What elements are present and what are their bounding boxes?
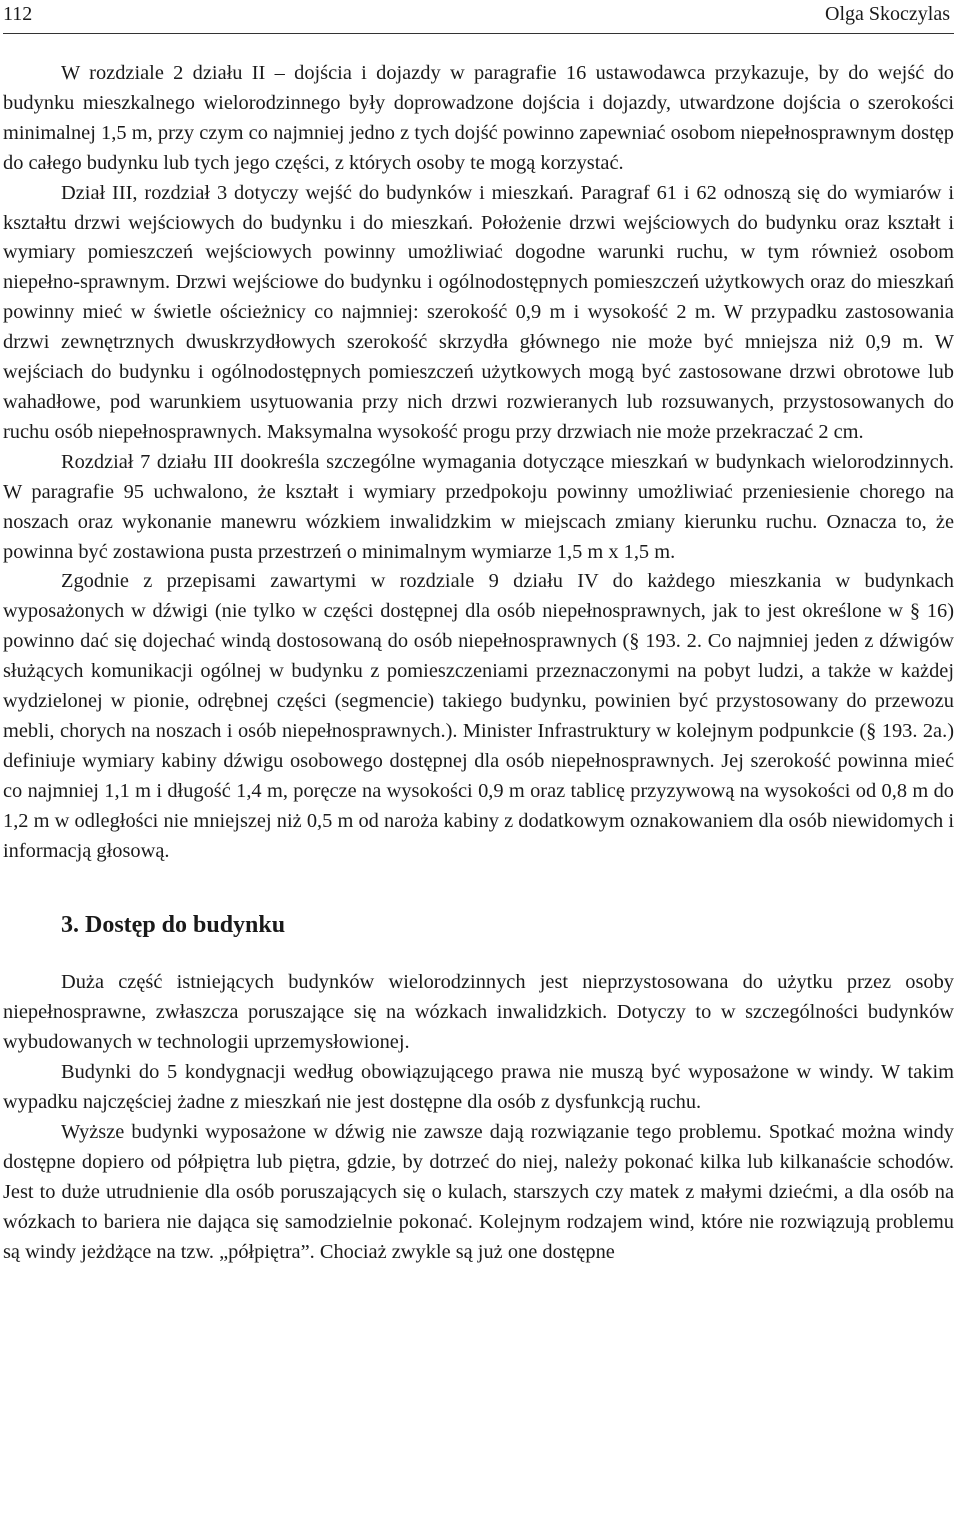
paragraph-higher-buildings: Wyższe budynki wyposażone w dźwig nie zawsze dają rozwiązanie tego problemu. Spotkać można windy dostępne dopiero od półpiętra lub piętra, gdzie, by dotrzeć do niej, należy pokonać kilka lub kilkanaście schodów. Jest to duże utrudnienie dla osób poruszających się o kulach, starszych czy matek z małymi dziećmi, a dla osób na wózkach to bariera nie dająca się samodzielnie pokonać. Kolejnym rodzajem wind, które nie rozwiązują problemu są windy jeżdżące na tzw. „półpiętra”. Chociaż zwykle są już one dostępne [3, 1121, 954, 1263]
paragraph-low-buildings: Budynki do 5 kondygnacji według obowiązującego prawa nie muszą być wyposażone w windy. W takim wypadku najczęściej żadne z mieszkań nie jest dostępne dla osób z dysfunkcją ruchu. [3, 1061, 954, 1114]
section-heading: 3. Dostęp do budynku [61, 912, 286, 939]
author-running-head: Olga Skoczylas [825, 3, 950, 25]
page-number: 112 [3, 3, 33, 25]
paragraph-elevators: Zgodnie z przepisami zawartymi w rozdziale 9 działu IV do każdego mieszkania w budynkach wyposażonych w dźwigi (nie tylko w części dostępnej dla osób niepełnosprawnych, jak to jest określone w § 16) powinno dać się dojechać windą dostosowaną do osób niepełnosprawnych (§ 193. 2. Co najmniej jeden z dźwigów służących komunikacji ogólnej w budynku z pomieszczeniami przeznaczonymi na pobyt ludzi, a także w każdej wydzielonej w pionie, odrębnej części (segmencie) takiego budynku, powinien być przystosowany do przewozu mebli, chorych na noszach i osób niepełnosprawnych.). Minister Infrastruktury w kolejnym podpunkcie (§ 193. 2a.) definiuje wymiary kabiny dźwigu osobowego dostępnej dla osób niepełnosprawnych. Jej szerokość powinna mieć co najmniej 1,1 m i długość 1,4 m, poręcze na wysokości 0,9 m oraz tablicę przyzywową na wysokości od 0,8 m do 1,2 m w odległości nie mniejszej niż 0,5 m od naroża kabiny z dodatkowym oznakowaniem dla osób niewidomych i informacją głosową. [3, 570, 954, 862]
paragraph-existing-buildings: Duża część istniejących budynków wielorodzinnych jest nieprzystosowana do użytku przez osoby niepełnosprawne, zwłaszcza poruszające się na wózkach inwalidzkich. Dotyczy to w szczególności budynków wybudowanych w technologii uprzemysłowionej. [3, 971, 954, 1054]
paragraph-doors: Dział III, rozdział 3 dotyczy wejść do budynków i mieszkań. Paragraf 61 i 62 odnoszą się do wymiarów i kształtu drzwi wejściowych do budynku i do mieszkań. Położenie drzwi wejściowych do budynku oraz kształt i wymiary pomieszczeń wejściowych powinny umożliwiać dogodne warunki ruchu, w tym również osobom niepełno-sprawnym. Drzwi wejściowe do budynku i ogólnodostępnych pomieszczeń użytkowych oraz do mieszkań powinny mieć w świetle ościeżnicy co najmniej: szerokość 0,9 m i wysokość 2 m. W przypadku zastosowania drzwi zewnętrznych dwuskrzydłowych szerokość skrzydła głównego nie może być mniejsza niż 0,9 m. W wejściach do budynku i ogólnodostępnych pomieszczeń użytkowych mogą być zastosowane drzwi obrotowe lub wahadłowe, pod warunkiem usytuowania przy nich drzwi rozwieranych lub rozsuwanych, przystosowanych do ruchu osób niepełnosprawnych. Maksymalna wysokość progu przy drzwiach nie może przekraczać 2 cm. [3, 181, 954, 443]
paragraph-hallway: Rozdział 7 działu III dookreśla szczególne wymagania dotyczące mieszkań w budynkach wielorodzinnych. W paragrafie 95 uchwalono, że kształt i wymiary przedpokoju powinny umożliwiać przeniesienie chorego na noszach oraz wykonanie manewru wózkiem inwalidzkim w miejscach zmiany kierunku ruchu. Oznacza to, że powinna być zostawiona pusta przestrzeń o minimalnym wymiarze 1,5 m x 1,5 m. [3, 450, 954, 563]
body-text [3, 59, 954, 1268]
paragraph-entrances-access: W rozdziale 2 działu II – dojścia i dojazdy w paragrafie 16 ustawodawca przykazuje, by do wejść do budynku mieszkalnego wielorodzinnego były doprowadzone dojścia i dojazdy, utwardzone dojścia o szerokości minimalnej 1,5 m, przy czym co najmniej jedno z tych dojść powinno zapewniać osobom niepełnosprawnym dostęp do całego budynku lub tych jego części, z których osoby te mogą korzystać. [3, 62, 954, 174]
running-header [3, 0, 954, 34]
